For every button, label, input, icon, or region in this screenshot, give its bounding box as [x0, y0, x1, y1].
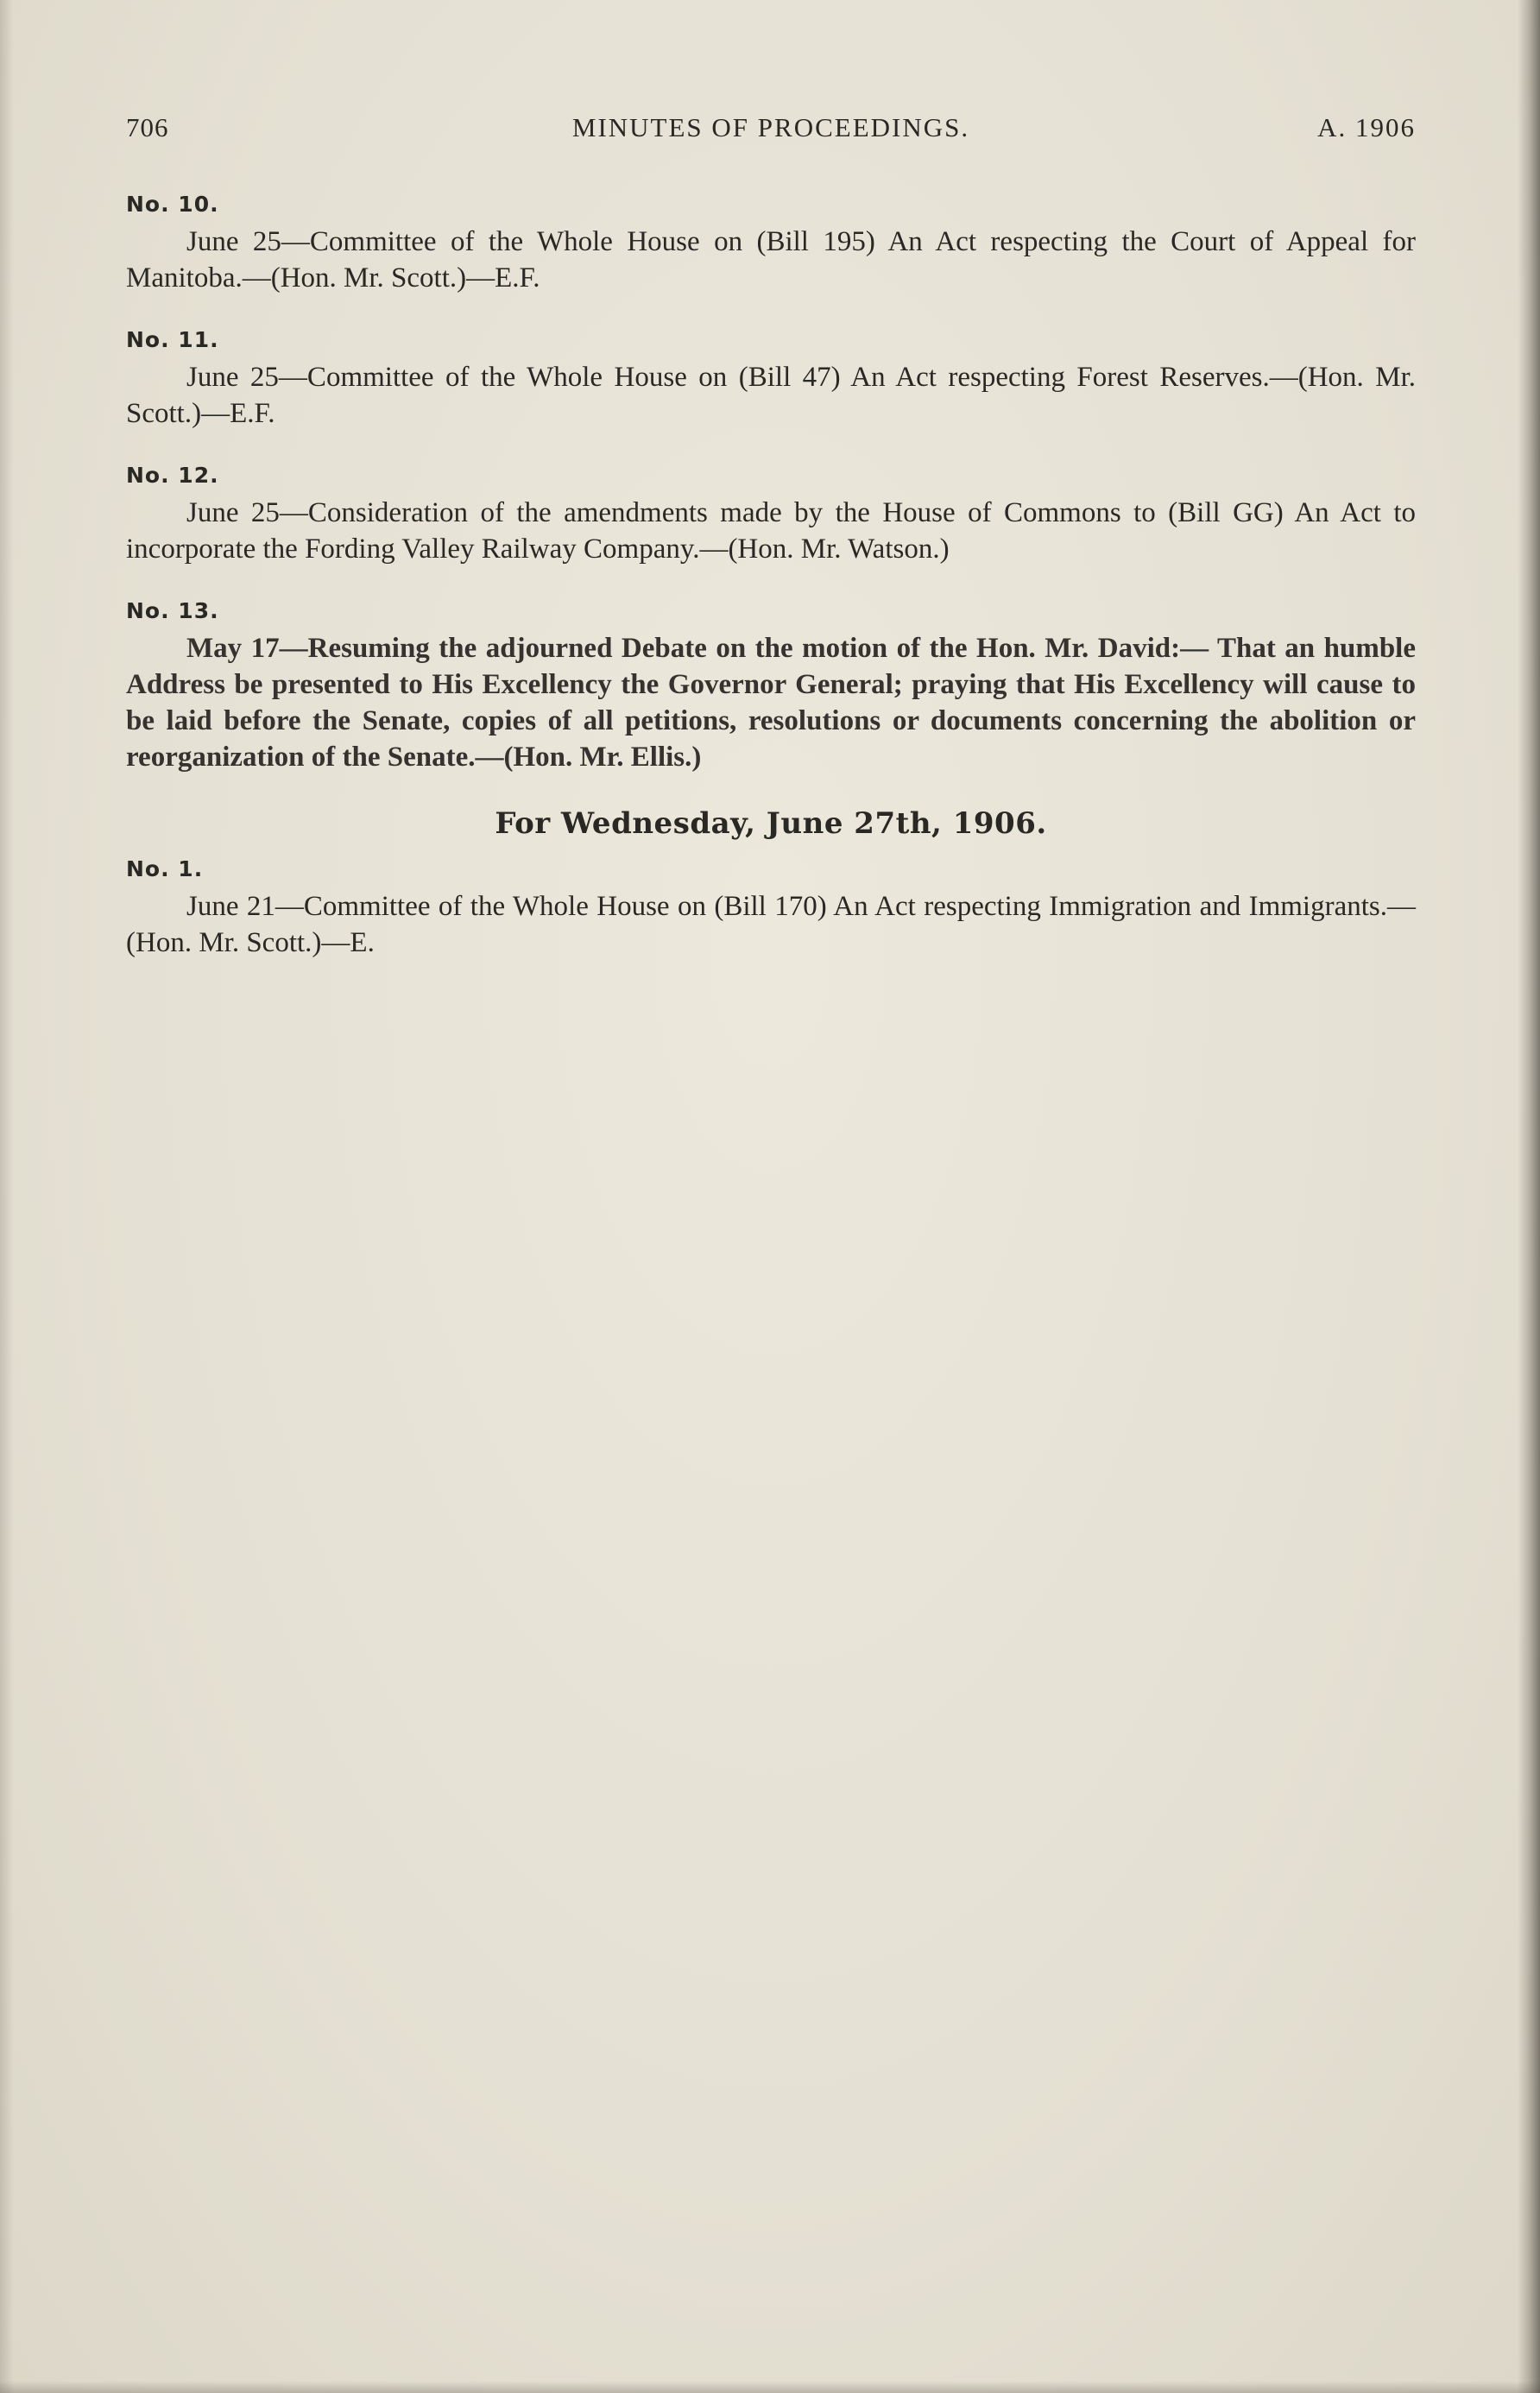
- entry-number: No. 10.: [126, 192, 219, 217]
- document-body: [126, 192, 1416, 992]
- page-left-shadow: [0, 0, 14, 2393]
- page-header: [126, 112, 1416, 150]
- entry-text: June 25—Consideration of the amendments made by the House of Commons to (Bill GG) An Act to incorporate the Fording Valley Railway Company.—(Hon. Mr. Watson.): [126, 497, 1416, 565]
- session-year: A. 1906: [1317, 112, 1416, 142]
- entry-text: June 25—Committee of the Whole House on (Bill 47) An Act respecting Forest Reserves.—(Hon. Mr. Scott.)—E.F.: [126, 362, 1416, 429]
- entry-text: June 25—Committee of the Whole House on (Bill 195) An Act respecting the Court of Appeal for Manitoba.—(Hon. Mr. Scott.)—E.F.: [126, 226, 1416, 294]
- entry-text: May 17—Resuming the adjourned Debate on the motion of the Hon. Mr. David:— That an humble Address be presented to His Excellency the Governor General; praying that His Excellency will cause to be laid before the Senate, copies of all petitions, resolutions or documents concerning the abolition or reorganization of the Senate.—(Hon. Mr. Ellis.): [126, 633, 1416, 773]
- entry-number: No. 11.: [126, 327, 219, 352]
- day-heading: For Wednesday, June 27th, 1906.: [495, 806, 1047, 841]
- running-title: MINUTES OF PROCEEDINGS.: [571, 112, 970, 142]
- order-entry: [126, 856, 1416, 961]
- entry-number: No. 13.: [126, 598, 219, 623]
- order-entry: [126, 463, 1416, 567]
- order-entry: [126, 598, 1416, 775]
- entry-number: No. 12.: [126, 463, 219, 488]
- page-bottom-shadow: [0, 2381, 1540, 2393]
- order-entry: [126, 192, 1416, 296]
- page-number: 706: [126, 112, 169, 142]
- page-right-shadow: [1518, 0, 1540, 2393]
- entry-text: June 21—Committee of the Whole House on (Bill 170) An Act respecting Immigration and Immigrants.—(Hon. Mr. Scott.)—E.: [126, 891, 1416, 958]
- order-entry: [126, 327, 1416, 432]
- entry-number: No. 1.: [126, 856, 204, 881]
